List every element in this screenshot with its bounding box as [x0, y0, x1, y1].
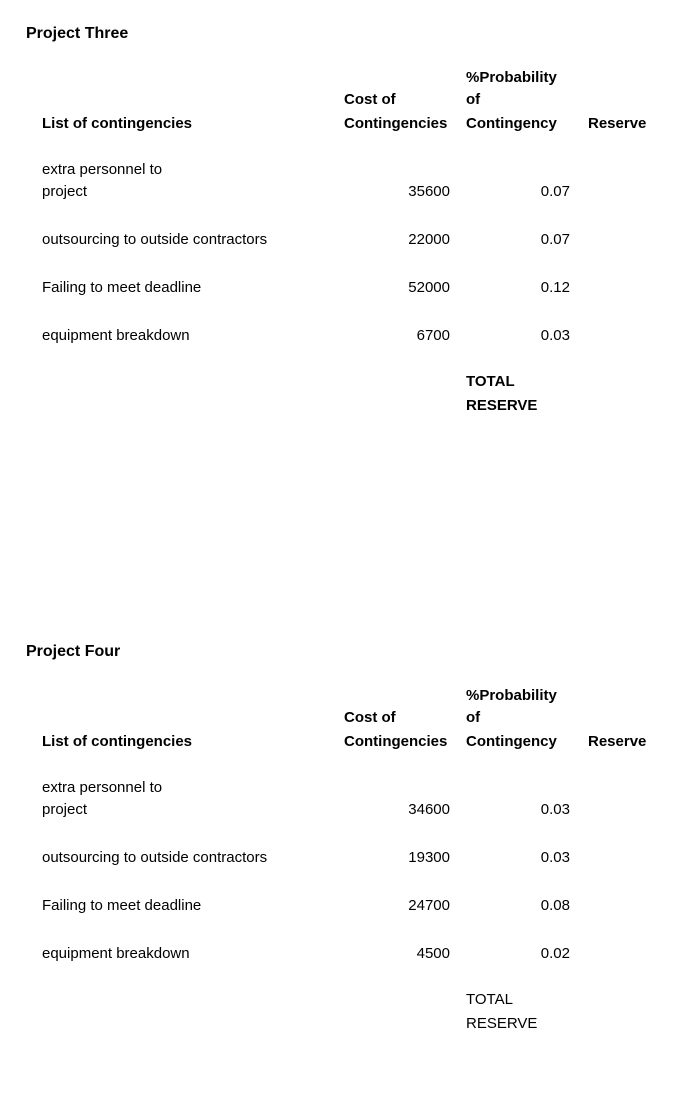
total-label: TOTAL — [466, 991, 513, 1008]
probability-header-line3: Contingency — [466, 733, 557, 750]
contingency-probability: 0.07 — [540, 183, 570, 200]
total-label-cont: RESERVE — [466, 397, 538, 414]
cost-header-line1: Cost of — [344, 709, 396, 726]
contingency-name: equipment breakdown — [42, 945, 190, 962]
total-label: TOTAL — [466, 373, 515, 390]
probability-header-line1: %Probability — [466, 69, 557, 86]
list-header: List of contingencies — [42, 733, 193, 750]
list-header: List of contingencies — [42, 115, 193, 132]
contingency-probability: 0.08 — [540, 897, 570, 914]
contingency-name: extra personnel to — [42, 779, 163, 796]
contingency-name: Failing to meet deadline — [42, 897, 202, 914]
contingency-cost: 52000 — [408, 279, 450, 296]
contingency-name: outsourcing to outside contractors — [42, 849, 268, 866]
reserve-header: Reserve — [588, 115, 647, 132]
contingency-name: extra personnel to — [42, 161, 163, 178]
contingency-cost: 19300 — [408, 849, 450, 866]
contingency-probability: 0.12 — [540, 279, 570, 296]
contingency-name: outsourcing to outside contractors — [42, 231, 268, 248]
probability-header-line3: Contingency — [466, 115, 557, 132]
contingency-probability: 0.03 — [540, 327, 570, 344]
contingency-cost: 24700 — [408, 897, 450, 914]
cost-header-line1: Cost of — [344, 91, 396, 108]
cost-header-line2: Contingencies — [344, 733, 448, 750]
contingency-name: equipment breakdown — [42, 327, 190, 344]
contingency-cost: 22000 — [408, 231, 450, 248]
project-title: Project Four — [26, 643, 121, 660]
project-title: Project Three — [26, 25, 129, 42]
contingency-probability: 0.03 — [540, 801, 570, 818]
total-label-cont: RESERVE — [466, 1015, 538, 1032]
contingency-cost: 34600 — [408, 801, 450, 818]
contingency-cost: 35600 — [408, 183, 450, 200]
contingency-name: Failing to meet deadline — [42, 279, 202, 296]
contingency-probability: 0.02 — [540, 945, 570, 962]
contingency-probability: 0.07 — [540, 231, 570, 248]
cost-header-line2: Contingencies — [344, 115, 448, 132]
probability-header-line2: of — [466, 709, 481, 726]
contingency-name-cont: project — [42, 183, 88, 200]
contingency-name-cont: project — [42, 801, 88, 818]
reserve-header: Reserve — [588, 733, 647, 750]
contingency-cost: 6700 — [416, 327, 450, 344]
contingency-cost: 4500 — [416, 945, 450, 962]
probability-header-line2: of — [466, 91, 481, 108]
contingency-probability: 0.03 — [540, 849, 570, 866]
probability-header-line1: %Probability — [466, 687, 557, 704]
